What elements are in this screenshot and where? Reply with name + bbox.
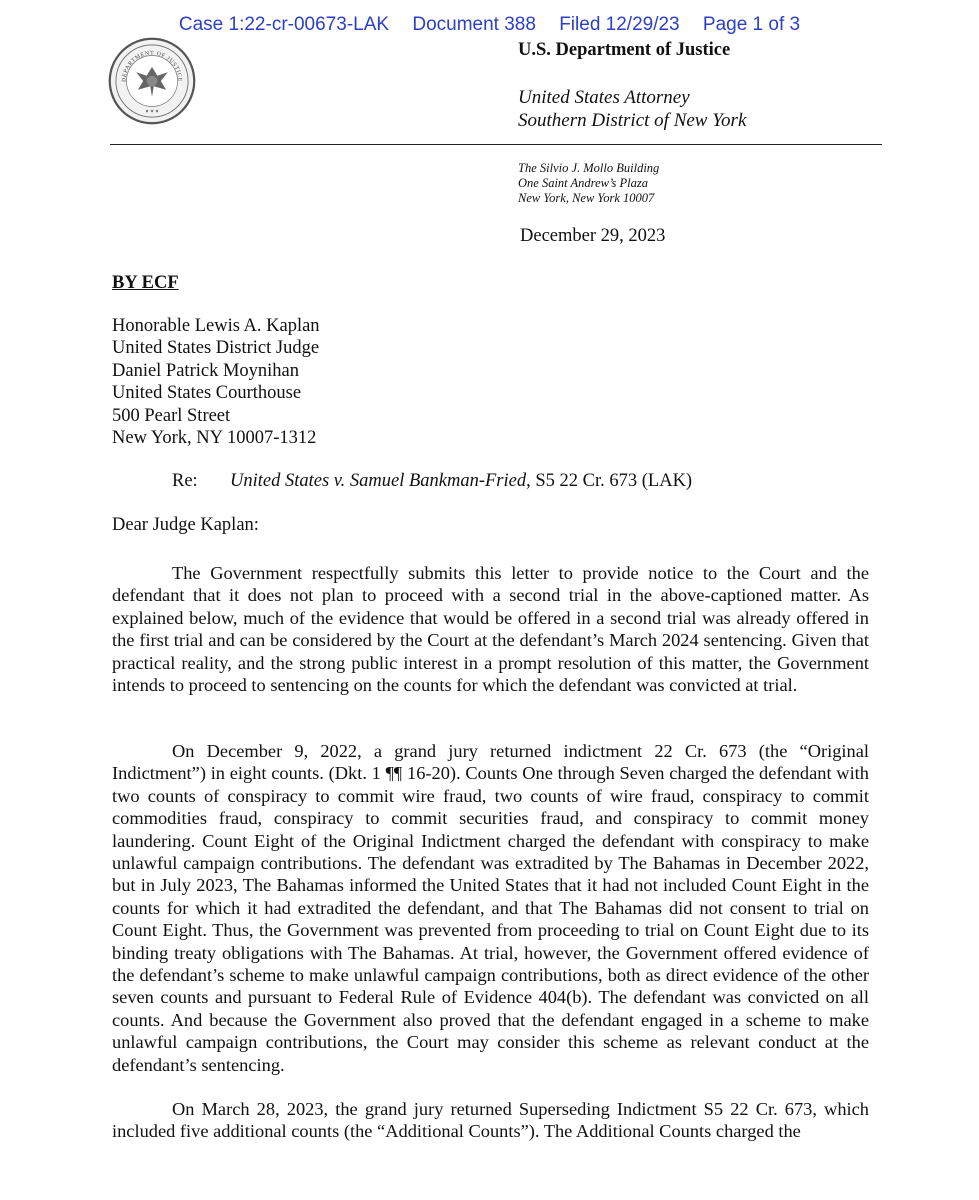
document-number: Document 388 bbox=[412, 14, 536, 35]
salutation: Dear Judge Kaplan: bbox=[112, 515, 259, 535]
address-line-2: One Saint Andrew’s Plaza bbox=[518, 176, 648, 190]
agency-name: U.S. Department of Justice bbox=[518, 40, 731, 60]
recipient-line: Honorable Lewis A. Kaplan bbox=[112, 316, 320, 336]
svg-text:DEPARTMENT OF JUSTICE: DEPARTMENT OF JUSTICE bbox=[121, 50, 183, 83]
recipient-line: 500 Pearl Street bbox=[112, 405, 231, 426]
doj-seal-icon bbox=[108, 37, 196, 125]
office-name bbox=[518, 86, 746, 132]
recipient-line: New York, NY 10007-1312 bbox=[112, 428, 317, 449]
ecf-filing-header bbox=[0, 14, 979, 36]
delivery-method: BY ECF bbox=[112, 273, 179, 293]
address-line-1: The Silvio J. Mollo Building bbox=[518, 161, 660, 175]
recipient-block bbox=[112, 315, 320, 449]
letter-date: December 29, 2023 bbox=[520, 226, 666, 246]
body-paragraph: The Government respectfully submits this letter to provide notice to the Court and the defendant that it does not plan to proceed with a second trial in the above-captioned matter. As explained below, much of the evidence that would be offered in a second trial was already offered in the first trial and can be considered by the Court at the defendant’s March 2024 sentencing. Given that practical reality, and the strong public interest in a prompt resolution of this matter, the Government intends to proceed to sentencing on the counts for which the defendant was convicted at trial. bbox=[112, 563, 869, 696]
re-line bbox=[172, 471, 692, 492]
office-line-2: Southern District of New York bbox=[518, 110, 747, 131]
office-address bbox=[518, 161, 659, 206]
case-number: Case 1:22-cr-00673-LAK bbox=[178, 14, 390, 35]
recipient-line: United States Courthouse bbox=[112, 383, 302, 404]
body-paragraph: On March 28, 2023, the grand jury returned Superseding Indictment S5 22 Cr. 673, which included five additional counts (the “Additional Counts”). The Additional Counts charged the bbox=[112, 1099, 869, 1142]
letterhead-divider bbox=[110, 144, 882, 145]
filed-date: Filed 12/29/23 bbox=[559, 14, 680, 35]
re-case-number: , S5 22 Cr. 673 (LAK) bbox=[526, 471, 693, 491]
office-line-1: United States Attorney bbox=[518, 87, 690, 108]
body-paragraph: On December 9, 2022, a grand jury returned indictment 22 Cr. 673 (the “Original Indictment”) in eight counts. (Dkt. 1 ¶¶ 16-20). Counts One through Seven charged the defendant with two counts of conspiracy to commit wire fraud, two counts of wire fraud, conspiracy to commit commodities fraud, conspiracy to commit securities fraud, and conspiracy to commit money laundering. Count Eight of the Original Indictment charged the defendant with conspiracy to make unlawful campaign contributions. The defendant was extradited by The Bahamas in December 2022, but in July 2023, The Bahamas informed the United States that it had not included Count Eight in the counts for which it had extradited the defendant, and that The Bahamas did not consent to trial on Count Eight. Thus, the Government was prevented from proceeding to trial on Count Eight due to its binding treaty obligations with The Bahamas. At trial, however, the Government offered evidence of the defendant’s scheme to make unlawful campaign contributions, both as direct evidence of the other seven counts and pursuant to Federal Rule of Evidence 404(b). The defendant was convicted on all counts. And because the Government also proved that the defendant engaged in a scheme to make unlawful campaign contributions, the Court may consider this scheme as relevant conduct at the defendant’s sentencing. bbox=[112, 741, 869, 1075]
re-case-name: United States v. Samuel Bankman-Fried bbox=[230, 471, 527, 491]
recipient-line: Daniel Patrick Moynihan bbox=[112, 360, 300, 381]
page-indicator: Page 1 of 3 bbox=[702, 14, 801, 35]
svg-text:★ ★ ★: ★ ★ ★ bbox=[144, 108, 160, 114]
re-label: Re: bbox=[172, 471, 198, 491]
recipient-line: United States District Judge bbox=[112, 338, 320, 359]
address-line-3: New York, New York 10007 bbox=[518, 191, 655, 205]
